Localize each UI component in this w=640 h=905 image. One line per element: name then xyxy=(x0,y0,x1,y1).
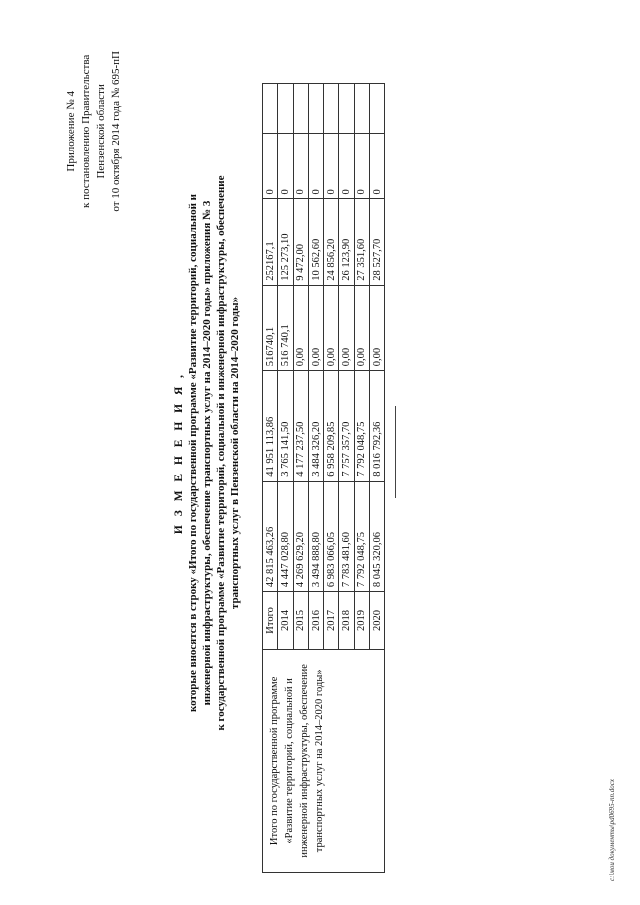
appendix-region-line: Пензенской области xyxy=(95,83,107,179)
year-cell: 2018 xyxy=(339,591,354,649)
year-cell: Итого xyxy=(263,591,278,649)
value-federal-cell: 0,00 xyxy=(293,285,308,371)
value-total-cell: 7 792 048,75 xyxy=(354,481,369,591)
value-total-cell: 42 815 463,26 xyxy=(263,481,278,591)
value-local-cell: 252167,1 xyxy=(263,198,278,284)
value-local-cell: 28 527,70 xyxy=(370,198,385,284)
value-total-cell: 6 983 066,05 xyxy=(324,481,339,591)
value-federal-cell: 0,00 xyxy=(308,285,323,371)
empty-cell xyxy=(370,83,385,134)
heading-line-4: транспортных услуг в Пензенской области на 2014–2020 годы» xyxy=(229,296,241,609)
table-row xyxy=(263,83,278,872)
heading-line-1: которые вносятся в строку «Итого по государственной программе «Развитие территорий, социальной и xyxy=(187,193,199,712)
year-cell: 2014 xyxy=(278,591,293,649)
value-local-cell: 27 351,60 xyxy=(354,198,369,284)
empty-cell xyxy=(278,83,293,134)
value-other-cell: 0 xyxy=(324,134,339,199)
heading-line-2: инженерной инфраструктуры, обеспечение транспортных услуг на 2014–2020 годы» приложения № 3 xyxy=(201,200,213,705)
heading-line-3: к государственной программе «Развитие территорий, социальной и инженерной инфраструктуры, обеспечение xyxy=(215,174,227,731)
year-cell: 2020 xyxy=(370,591,385,649)
document-heading xyxy=(172,83,242,823)
value-total-cell: 4 447 028,80 xyxy=(278,481,293,591)
appendix-block xyxy=(64,51,124,212)
value-other-cell: 0 xyxy=(278,134,293,199)
value-other-cell: 0 xyxy=(370,134,385,199)
empty-cell xyxy=(263,83,278,134)
appendix-number: Приложение № 4 xyxy=(65,90,77,172)
empty-cell xyxy=(339,83,354,134)
value-regional-cell: 6 958 209,85 xyxy=(324,370,339,480)
value-federal-cell: 516740,1 xyxy=(263,285,278,371)
empty-cell xyxy=(324,83,339,134)
value-local-cell: 24 856,20 xyxy=(324,198,339,284)
value-federal-cell: 0,00 xyxy=(324,285,339,371)
value-federal-cell: 0,00 xyxy=(370,285,385,371)
value-federal-cell: 516 740,1 xyxy=(278,285,293,371)
appendix-ref-line: к постановлению Правительства xyxy=(80,54,92,208)
year-cell: 2017 xyxy=(324,591,339,649)
year-cell: 2016 xyxy=(308,591,323,649)
value-total-cell: 7 783 481,60 xyxy=(339,481,354,591)
value-local-cell: 9 472,00 xyxy=(293,198,308,284)
changes-table xyxy=(262,83,385,873)
value-other-cell: 0 xyxy=(263,134,278,199)
value-total-cell: 3 494 888,80 xyxy=(308,481,323,591)
value-regional-cell: 8 016 792,36 xyxy=(370,370,385,480)
value-total-cell: 4 269 629,20 xyxy=(293,481,308,591)
footer-filepath: c:\мои документы\pd0695-пп.docx xyxy=(608,778,616,881)
program-name-cell: Итого по государственной программе «Развитие территорий, социальной и инженерной инфраструктуры, обеспечение транспортных услуг на 2014–2020 годы» xyxy=(263,649,385,872)
value-other-cell: 0 xyxy=(354,134,369,199)
value-other-cell: 0 xyxy=(339,134,354,199)
value-federal-cell: 0,00 xyxy=(354,285,369,371)
value-other-cell: 0 xyxy=(308,134,323,199)
value-regional-cell: 7 792 048,75 xyxy=(354,370,369,480)
value-regional-cell: 3 765 141,50 xyxy=(278,370,293,480)
value-local-cell: 26 123,90 xyxy=(339,198,354,284)
value-regional-cell: 7 757 357,70 xyxy=(339,370,354,480)
year-cell: 2015 xyxy=(293,591,308,649)
heading-title: И З М Е Н Е Н И Я , xyxy=(173,371,185,534)
value-regional-cell: 3 484 326,20 xyxy=(308,370,323,480)
value-local-cell: 10 562,60 xyxy=(308,198,323,284)
value-federal-cell: 0,00 xyxy=(339,285,354,371)
value-regional-cell: 4 177 237,50 xyxy=(293,370,308,480)
empty-cell xyxy=(308,83,323,134)
value-regional-cell: 41 951 113,86 xyxy=(263,370,278,480)
rotated-document-page xyxy=(20,13,620,893)
appendix-date-line: от 10 октября 2014 года № 695-пП xyxy=(110,50,122,212)
empty-cell xyxy=(354,83,369,134)
closing-rule xyxy=(395,406,396,498)
empty-cell xyxy=(293,83,308,134)
value-other-cell: 0 xyxy=(293,134,308,199)
value-local-cell: 125 273,10 xyxy=(278,198,293,284)
year-cell: 2019 xyxy=(354,591,369,649)
value-total-cell: 8 045 320,06 xyxy=(370,481,385,591)
